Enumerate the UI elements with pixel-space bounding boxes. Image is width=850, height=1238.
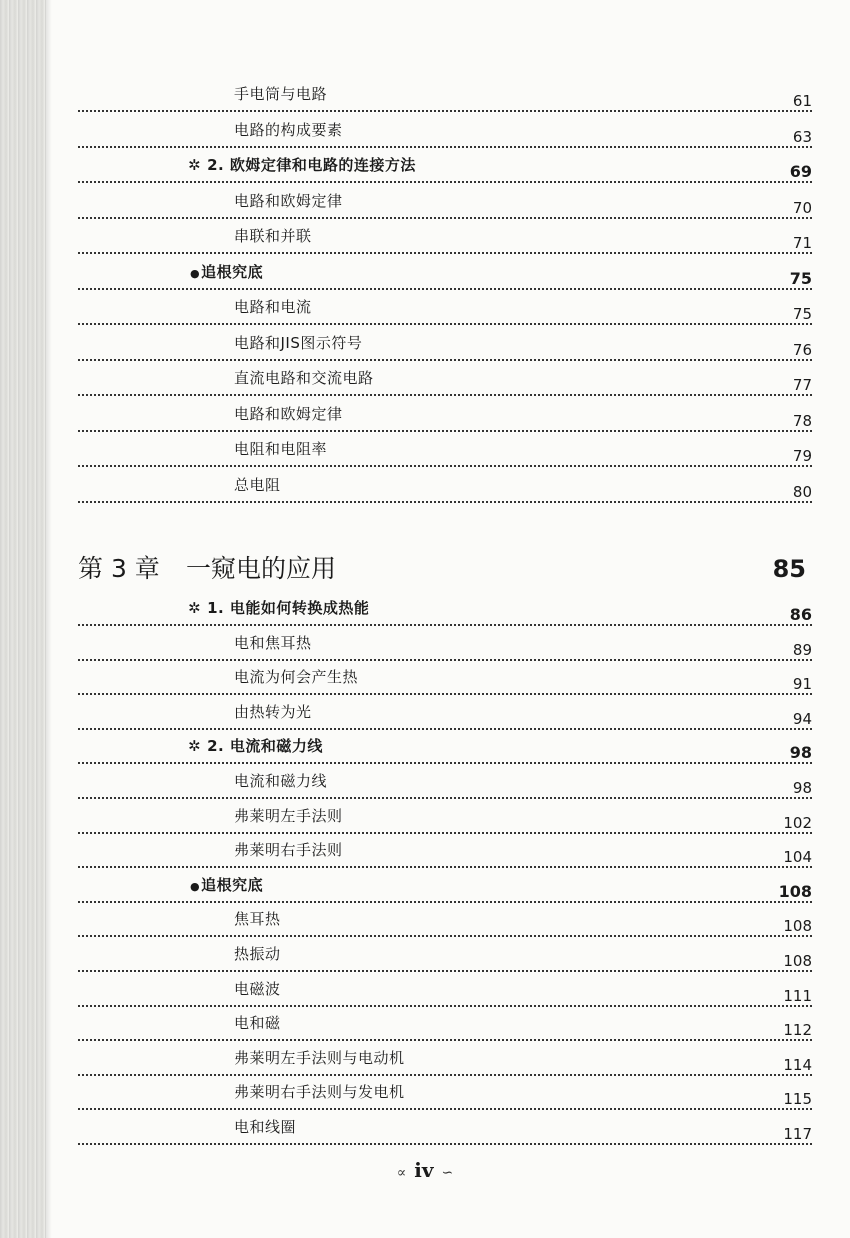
toc-entry: [78, 804, 812, 834]
toc-entry: [78, 153, 812, 183]
toc-entry-page: 104: [783, 848, 812, 867]
toc-entry-text: 弗莱明右手法则: [234, 841, 343, 860]
toc-entry: [78, 189, 812, 219]
bullet-dot-icon: ●: [190, 266, 201, 280]
toc-entry: [78, 1080, 812, 1110]
toc-entry-title: [190, 261, 263, 282]
toc-entry-page: 79: [792, 447, 812, 465]
toc-entry-page: 98: [792, 779, 812, 797]
footer-ornament-right: ∽: [441, 1165, 454, 1181]
toc-entry: [78, 331, 812, 361]
dot-leader: [78, 146, 812, 148]
toc-entry-text: 串联和并联: [234, 227, 312, 245]
toc-entry: [78, 734, 812, 764]
toc-entry-text: 弗莱明左手法则: [234, 806, 343, 825]
dot-leader: [78, 217, 812, 219]
toc-entry: [78, 260, 812, 290]
toc-entry-title: [188, 735, 323, 756]
dot-leader: [78, 659, 812, 661]
section-star-icon: ✲: [188, 737, 202, 756]
toc-entry-page: 61: [792, 92, 812, 110]
toc-entry-text: 电路和欧姆定律: [234, 191, 343, 210]
toc-entry-text: 弗莱明左手法则与电动机: [234, 1048, 405, 1067]
toc-entry: [78, 1115, 812, 1145]
toc-entry-title: [234, 438, 327, 459]
toc-entry-page: 75: [792, 305, 812, 323]
toc-entry-title: [190, 874, 263, 895]
dot-leader: [78, 762, 812, 764]
toc-entry-title: [234, 367, 374, 388]
toc-entry-title: [234, 770, 327, 791]
toc-entry-text: 电阻和电阻率: [234, 440, 328, 458]
dot-leader: [78, 832, 812, 834]
toc-entry-page: 69: [789, 162, 812, 181]
toc-entry-page: 114: [783, 1055, 812, 1074]
toc-entry-text: 2. 电流和磁力线: [207, 737, 323, 756]
toc-entry-text: 总电阻: [234, 475, 281, 494]
toc-entry-title: [234, 943, 281, 964]
page-footer: [0, 1158, 850, 1182]
toc-entry-text: 热振动: [234, 945, 281, 963]
toc-entry-title: [234, 119, 343, 140]
toc-entry-title: [188, 154, 416, 175]
chapter-page: 85: [772, 555, 806, 583]
toc-entry-title: [234, 1116, 296, 1137]
dot-leader: [78, 465, 812, 467]
toc-entry-text: 追根究底: [201, 262, 264, 281]
toc-entry-text: 2. 欧姆定律和电路的连接方法: [207, 156, 416, 174]
toc-entry-title: [234, 225, 312, 246]
toc-entry: [78, 473, 812, 503]
toc-entry-title: [234, 296, 312, 317]
toc-entry-page: 86: [789, 605, 812, 624]
chapter-title: 一窥电的应用: [186, 554, 337, 583]
toc-entry: [78, 838, 812, 868]
toc-entry-title: [234, 839, 343, 860]
toc-entry-text: 手电筒与电路: [234, 85, 328, 103]
dot-leader: [78, 728, 812, 730]
footer-page-number: iv: [414, 1158, 434, 1182]
toc-entry-text: 直流电路和交流电路: [234, 369, 374, 387]
toc-entry: [78, 977, 812, 1007]
toc-entry-text: 电路和欧姆定律: [234, 404, 343, 423]
dot-leader: [78, 1005, 812, 1007]
section-star-icon: ✲: [188, 599, 202, 617]
toc-entry: [78, 873, 812, 903]
dot-leader: [78, 430, 812, 432]
dot-leader: [78, 323, 812, 325]
toc-entry: [78, 769, 812, 799]
toc-entry: [78, 596, 812, 626]
toc-entry-page: 71: [792, 234, 812, 252]
dot-leader: [78, 501, 812, 503]
dot-leader: [78, 866, 812, 868]
toc-entry-title: [234, 83, 327, 104]
toc-entry-title: [234, 701, 312, 722]
toc-entry-title: [234, 908, 281, 929]
dot-leader: [78, 394, 812, 396]
toc-entry-page: 108: [783, 952, 812, 970]
toc-entry-page: 89: [792, 640, 812, 659]
toc-entry-title: [234, 978, 281, 999]
toc-entry-page: 102: [783, 813, 812, 832]
chapter-heading: [78, 549, 812, 589]
toc-entry-title: [234, 1047, 405, 1068]
toc-entry-page: 63: [792, 127, 812, 146]
toc-entry-text: 焦耳热: [234, 910, 281, 929]
toc-entry: [78, 118, 812, 148]
toc-entry-page: 91: [792, 675, 812, 694]
toc-entry-text: 1. 电能如何转换成热能: [207, 599, 370, 617]
toc-entry-title: [234, 332, 362, 353]
dot-leader: [78, 1108, 812, 1110]
toc-entry: [78, 1011, 812, 1041]
toc-entry: [78, 665, 812, 695]
bullet-dot-icon: ●: [190, 879, 201, 893]
toc-entry-title: [234, 1081, 405, 1102]
toc-entry-page: 80: [792, 482, 812, 501]
toc-entry-page: 111: [783, 986, 812, 1005]
dot-leader: [78, 970, 812, 972]
toc-entry: [78, 700, 812, 730]
toc-entry: [78, 224, 812, 254]
dot-leader: [78, 288, 812, 290]
toc-entry-title: [234, 403, 343, 424]
toc-entry-page: 112: [783, 1021, 812, 1040]
toc-entry-page: 108: [778, 881, 812, 901]
toc-entry-text: 由热转为光: [234, 702, 312, 721]
dot-leader: [78, 1074, 812, 1076]
toc-entry: [78, 907, 812, 937]
toc-entry-text: 电路和JIS图示符号: [234, 333, 363, 352]
toc-entry-title: [234, 474, 281, 495]
toc-entry-text: 追根究底: [201, 875, 264, 894]
dot-leader: [78, 110, 812, 112]
toc-entry: [78, 631, 812, 661]
toc-entry-page: 98: [789, 743, 812, 763]
toc-entry-title: [234, 190, 343, 211]
toc-entry-title: [234, 666, 358, 687]
section-star-icon: ✲: [188, 156, 202, 174]
toc-entry-text: 电和焦耳热: [234, 633, 312, 652]
toc-entry-page: 75: [789, 268, 812, 288]
toc-entry-text: 电和线圈: [234, 1118, 297, 1136]
toc-entry-text: 电和磁: [234, 1014, 281, 1033]
toc-entry-text: 弗莱明右手法则与发电机: [234, 1083, 405, 1102]
toc-entry-text: 电磁波: [234, 979, 281, 998]
toc-entry-page: 78: [792, 411, 812, 430]
toc-entry-page: 76: [792, 340, 812, 359]
toc-entry: [78, 295, 812, 325]
chapter-number: 第 3 章: [78, 554, 160, 583]
dot-leader: [78, 624, 812, 626]
toc-entry-title: [234, 1012, 281, 1033]
dot-leader: [78, 1039, 812, 1041]
toc-entry-title: [234, 805, 343, 826]
toc-entry-text: 电流为何会产生热: [234, 668, 359, 687]
dot-leader: [78, 252, 812, 254]
toc-entry-title: [234, 632, 312, 653]
toc-entry-page: 77: [792, 376, 812, 394]
dot-leader: [78, 935, 812, 937]
toc-entry-text: 电流和磁力线: [234, 772, 328, 790]
toc-entry-page: 108: [783, 917, 812, 936]
toc-entry: [78, 402, 812, 432]
toc-entry-text: 电路和电流: [234, 298, 312, 316]
toc-entry-page: 70: [792, 198, 812, 217]
toc-entry: [78, 437, 812, 467]
toc-entry-title: [188, 597, 369, 618]
toc-entry: [78, 82, 812, 112]
toc-entry: [78, 942, 812, 972]
toc-entry-page: 117: [783, 1125, 812, 1143]
dot-leader: [78, 901, 812, 903]
dot-leader: [78, 797, 812, 799]
dot-leader: [78, 359, 812, 361]
footer-ornament-left: ∝: [396, 1165, 407, 1181]
dot-leader: [78, 181, 812, 183]
dot-leader: [78, 693, 812, 695]
toc-entry-page: 115: [783, 1090, 812, 1109]
toc-entry: [78, 1046, 812, 1076]
binding-gutter: [0, 0, 46, 1238]
toc-entry: [78, 366, 812, 396]
toc-entry-page: 94: [792, 709, 812, 728]
toc-entry-text: 电路的构成要素: [234, 120, 343, 139]
dot-leader: [78, 1143, 812, 1145]
